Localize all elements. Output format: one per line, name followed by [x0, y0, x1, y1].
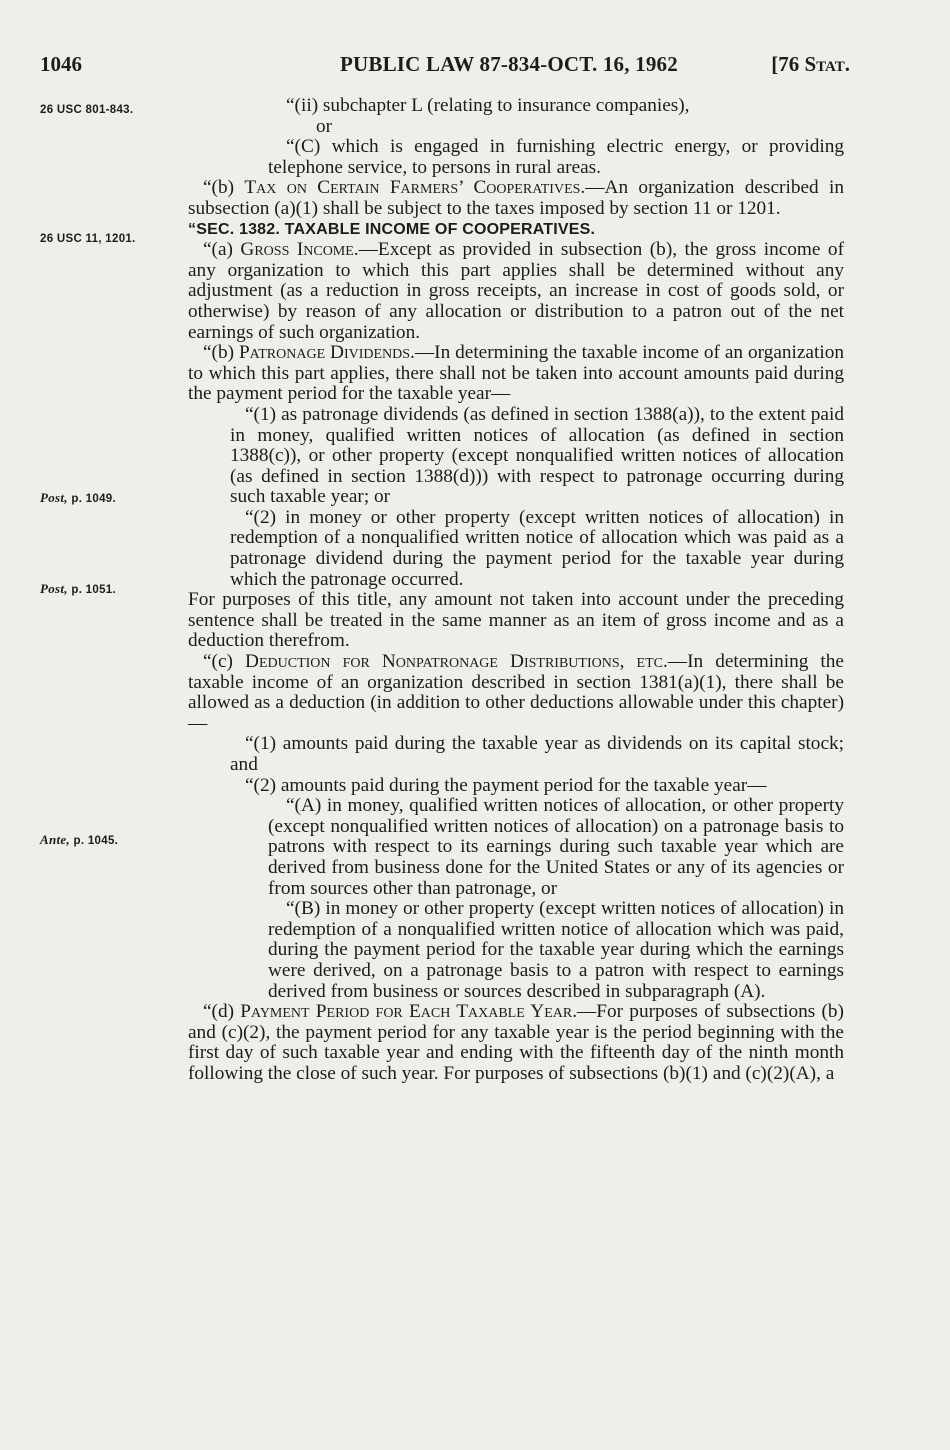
clause-C: “(C) which is engaged in furnishing electric energy, or providing telephone service, to persons in rural areas. [268, 136, 844, 178]
subsection-heading: Deduction for Nonpatronage Distributions, etc. [245, 651, 668, 673]
subsection-heading: Gross Income. [240, 239, 359, 261]
paragraph-c2: “(2) amounts paid during the payment period for the taxable year— [245, 774, 767, 796]
running-header [40, 52, 850, 82]
margin-note-post-1049: Post, p. 1049. [40, 490, 116, 505]
subsection-a-gross-income: “(a) Gross Income.—Except as provided in subsection (b), the gross income of any organization to which this part applies shall be determined without any adjustment (as a reduction in gross receipts, an increase in cost of goods sold, or otherwise) by reason of any allocation or distribution to a patron out of the net earnings of such organization. [188, 239, 844, 343]
margin-note-post-1051: Post, p. 1051. [40, 581, 116, 596]
subsection-b-farmers: “(b) Tax on Certain Farmers’ Cooperatives.—An organization described in subsection (a)(1) shall be subject to the taxes imposed by section 11 or 1201. [188, 177, 844, 219]
volume-citation: [76 Stat. [771, 52, 850, 76]
subparagraph-cA: “(A) in money, qualified written notices of allocation, or other property (except nonqualified written notices of allocation) on a patronage basis to patrons with respect to its earnings during such taxable year which are derived from business done for the United States or any of its agencies or from sources other than patronage, or [268, 795, 844, 899]
margin-note-usc-801: 26 USC 801-843. [40, 104, 134, 116]
conjunction-or: or [316, 115, 333, 137]
statute-body [188, 96, 844, 1085]
subsection-c-nonpatronage: “(c) Deduction for Nonpatronage Distributions, etc.—In determining the taxable income of an organization described in section 1381(a)(1), there shall be allowed as a deduction (in addition to other deductions allowable under this chapter)— [188, 651, 844, 734]
subparagraph-cB: “(B) in money or other property (except written notices of allocation) in redemption of a nonqualified written notice of allocation which was paid, during the payment period for the taxable year during which the earnings were derived, on a patronage basis to a patron with respect to earnings derived from business or sources described in subparagraph (A). [268, 898, 844, 1002]
subsection-b-patronage: “(b) Patronage Dividends.—In determining the taxable income of an organization to which this part applies, there shall not be taken into account amounts paid during the payment period for the taxable year— [188, 342, 844, 405]
header-title: PUBLIC LAW 87-834-OCT. 16, 1962 [340, 52, 678, 76]
subsection-heading: Patronage Dividends. [238, 342, 415, 364]
margin-note-ante-1045: Ante, p. 1045. [40, 832, 119, 847]
margin-note-usc-11: 26 USC 11, 1201. [40, 233, 136, 245]
paragraph-b2: “(2) in money or other property (except written notices of allocation) in redemption of a nonqualified written notice of allocation which was paid as a patronage dividend during the payment period for the taxable year during which the patronage occurred. [230, 506, 844, 590]
paragraph-b1: “(1) as patronage dividends (as defined in section 1388(a)), to the extent paid in money, qualified written notices of allocation (as defined in section 1388(c)), or other property (except nonqualified written notices of allocation (as defined in section 1388(d))) with respect to patronage occurring during such taxable year; or [230, 403, 844, 508]
section-1382-heading: “SEC. 1382. TAXABLE INCOME OF COOPERATIVES. [188, 220, 596, 238]
clause-ii: “(ii) subchapter L (relating to insurance companies), [286, 95, 690, 116]
subsection-d-payment-period: “(d) Payment Period for Each Taxable Year.—For purposes of subsections (b) and (c)(2), the payment period for any taxable year is the period beginning with the first day of such taxable year and ending with the fifteenth day of the ninth month following the close of such year. For purposes of subsections (b)(1) and (c)(2)(A), a [188, 1001, 844, 1084]
page-number: 1046 [40, 52, 82, 76]
paragraph-c1: “(1) amounts paid during the taxable year as dividends on its capital stock; and [230, 733, 844, 775]
subsection-heading: Tax on Certain Farmers’ Cooperatives. [244, 177, 586, 199]
subsection-heading: Payment Period for Each Taxable Year. [240, 1001, 578, 1023]
flush-sentence: For purposes of this title, any amount not taken into account under the preceding sentence shall be treated in the same manner as an item of gross income and as a deduction therefrom. [188, 589, 844, 652]
